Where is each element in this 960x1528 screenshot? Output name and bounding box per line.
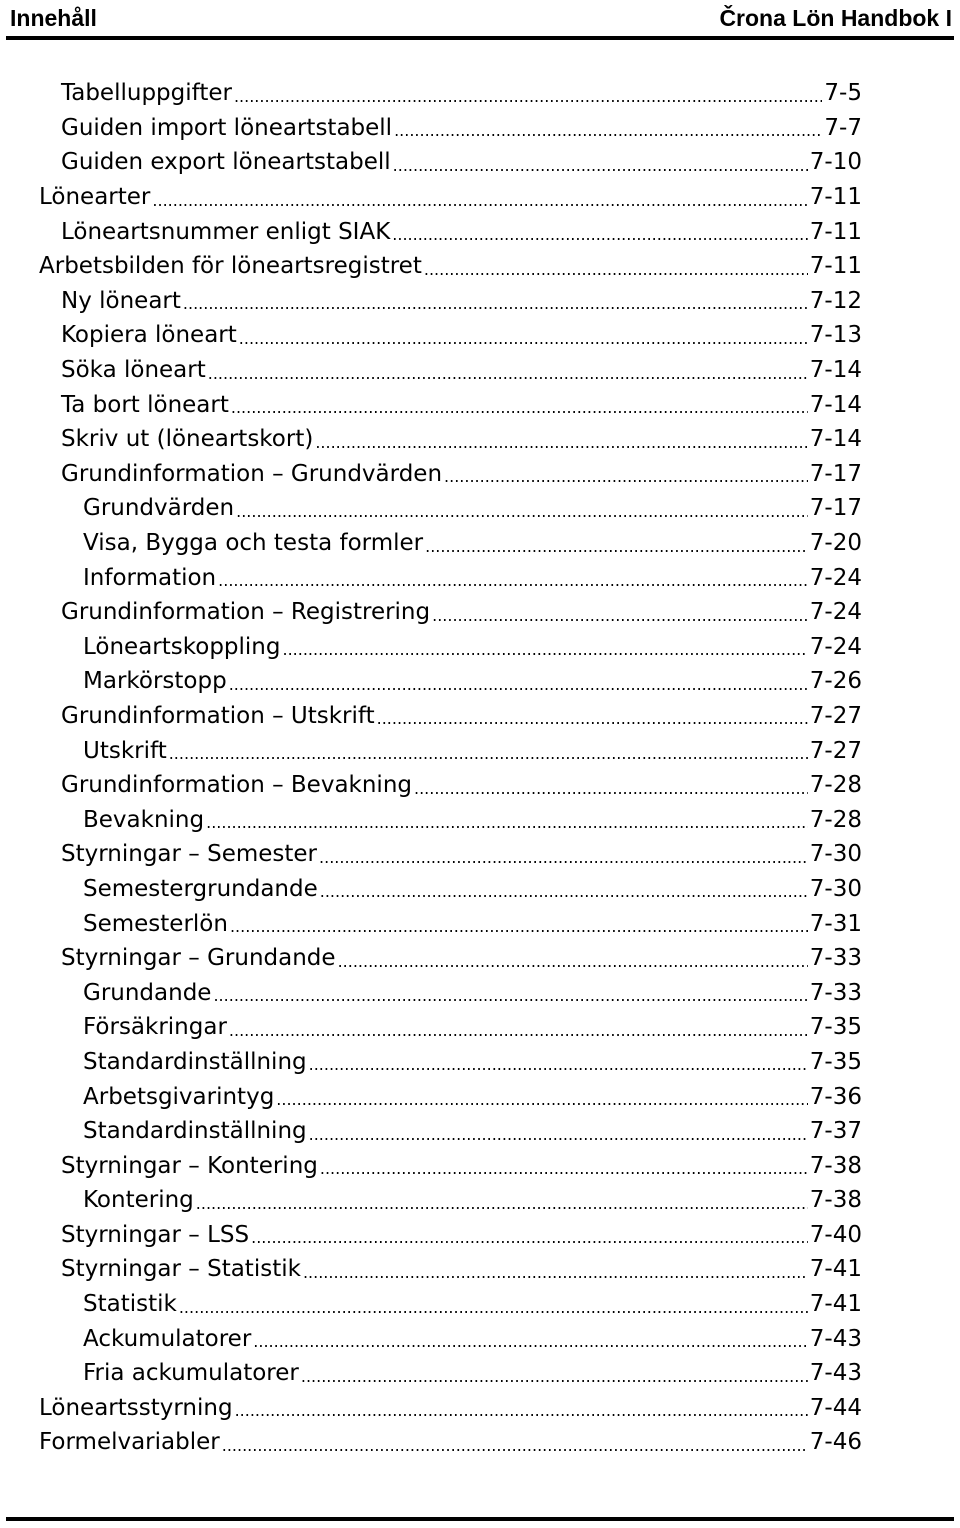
toc-entry-title: Standardinställning xyxy=(83,1048,307,1075)
toc-entry[interactable] xyxy=(0,1183,862,1218)
dot-leader xyxy=(303,1261,808,1284)
dot-leader xyxy=(236,500,808,523)
toc-entry-title: Bevakning xyxy=(83,806,205,833)
dot-leader xyxy=(152,189,807,212)
toc-entry-page: 7-11 xyxy=(809,253,862,280)
toc-entry[interactable] xyxy=(0,1218,862,1253)
toc-entry-page: 7-10 xyxy=(809,149,862,176)
toc-entry-title: Grundinformation – Bevakning xyxy=(61,772,412,799)
toc-entry-page: 7-17 xyxy=(809,460,862,487)
toc-entry-page: 7-31 xyxy=(809,910,862,937)
dot-leader xyxy=(169,742,808,765)
toc-entry-page: 7-36 xyxy=(809,1083,862,1110)
toc-entry-page: 7-14 xyxy=(809,391,862,418)
toc-entry-title: Styrningar – Statistik xyxy=(61,1256,301,1283)
toc-entry[interactable] xyxy=(0,422,862,457)
toc-entry[interactable] xyxy=(0,802,862,837)
toc-entry[interactable] xyxy=(0,491,862,526)
toc-entry-page: 7-43 xyxy=(809,1360,862,1387)
dot-leader xyxy=(231,396,808,419)
toc-entry[interactable] xyxy=(0,1079,862,1114)
toc-entry-page: 7-24 xyxy=(809,633,862,660)
toc-entry-page: 7-35 xyxy=(809,1014,862,1041)
toc-entry-title: Ny löneart xyxy=(61,287,181,314)
dot-leader xyxy=(444,465,808,488)
dot-leader xyxy=(234,85,822,108)
toc-entry-title: Grundande xyxy=(83,979,212,1006)
toc-entry-title: Löneartskoppling xyxy=(83,633,281,660)
dot-leader xyxy=(213,984,807,1007)
toc-entry[interactable] xyxy=(0,906,862,941)
toc-entry-title: Ta bort löneart xyxy=(61,391,229,418)
dot-leader xyxy=(394,119,822,142)
toc-entry-page: 7-33 xyxy=(809,979,862,1006)
dot-leader xyxy=(432,604,808,627)
toc-entry[interactable] xyxy=(0,214,862,249)
dot-leader xyxy=(338,950,808,973)
toc-entry[interactable] xyxy=(0,941,862,976)
toc-entry-page: 7-27 xyxy=(809,702,862,729)
section-title: Innehåll xyxy=(10,5,97,31)
toc-entry-title: Information xyxy=(83,564,217,591)
toc-entry-page: 7-14 xyxy=(809,357,862,384)
toc-entry-page: 7-46 xyxy=(809,1429,862,1456)
dot-leader xyxy=(276,1088,808,1111)
toc-entry[interactable] xyxy=(0,318,862,353)
toc-entry-title: Semesterlön xyxy=(83,910,228,937)
toc-entry-title: Löneartsstyrning xyxy=(39,1394,233,1421)
toc-entry[interactable] xyxy=(0,249,862,284)
dot-leader xyxy=(218,569,808,592)
toc-entry-title: Styrningar – Kontering xyxy=(61,1152,318,1179)
toc-entry-page: 7-37 xyxy=(809,1118,862,1145)
dot-leader xyxy=(320,1157,808,1180)
toc-entry-title: Försäkringar xyxy=(83,1014,227,1041)
toc-entry-title: Guiden export löneartstabell xyxy=(61,149,391,176)
dot-leader xyxy=(208,362,808,385)
toc-entry-title: Statistik xyxy=(83,1291,177,1318)
toc-entry-page: 7-28 xyxy=(809,772,862,799)
toc-entry-page: 7-38 xyxy=(809,1187,862,1214)
dot-leader xyxy=(309,1053,808,1076)
toc-entry[interactable] xyxy=(0,1321,862,1356)
dot-leader xyxy=(206,811,808,834)
toc-entry[interactable] xyxy=(0,1356,862,1391)
toc-entry[interactable] xyxy=(0,76,862,111)
toc-entry-page: 7-38 xyxy=(809,1152,862,1179)
toc-entry-title: Guiden import löneartstabell xyxy=(61,114,393,141)
toc-entry-page: 7-24 xyxy=(809,564,862,591)
toc-entry[interactable] xyxy=(0,699,862,734)
toc-entry-page: 7-11 xyxy=(809,218,862,245)
toc-entry-title: Grundinformation – Grundvärden xyxy=(61,460,443,487)
toc-entry[interactable] xyxy=(0,284,862,319)
toc-entry-page: 7-13 xyxy=(809,322,862,349)
toc-entry-page: 7-43 xyxy=(809,1325,862,1352)
toc-entry-title: Styrningar – Grundande xyxy=(61,945,336,972)
dot-leader xyxy=(230,915,808,938)
toc-entry-page: 7-7 xyxy=(824,114,862,141)
dot-leader xyxy=(183,292,808,315)
toc-entry-page: 7-20 xyxy=(809,530,862,557)
toc-entry-page: 7-30 xyxy=(809,875,862,902)
dot-leader xyxy=(309,1123,808,1146)
toc-entry[interactable] xyxy=(0,872,862,907)
toc-entry-title: Visa, Bygga och testa formler xyxy=(83,530,424,557)
dot-leader xyxy=(319,846,808,869)
dot-leader xyxy=(251,1226,808,1249)
toc-entry[interactable] xyxy=(0,733,862,768)
toc-entry-page: 7-11 xyxy=(809,184,862,211)
dot-leader xyxy=(393,154,808,177)
toc-entry-title: Markörstopp xyxy=(83,668,227,695)
toc-entry-title: Ackumulatorer xyxy=(83,1325,252,1352)
toc-entry[interactable] xyxy=(0,1114,862,1149)
book-title: Črona Lön Handbok I xyxy=(719,5,952,31)
toc-entry[interactable] xyxy=(0,768,862,803)
toc-entry-title: Utskrift xyxy=(83,737,167,764)
toc-entry-title: Skriv ut (löneartskort) xyxy=(61,426,314,453)
dot-leader xyxy=(414,777,808,800)
dot-leader xyxy=(424,258,808,281)
toc-entry[interactable] xyxy=(0,1252,862,1287)
toc-entry[interactable] xyxy=(0,387,862,422)
toc-entry-page: 7-30 xyxy=(809,841,862,868)
toc-entry-title: Löneartsnummer enligt SIAK xyxy=(61,218,391,245)
page-header xyxy=(6,0,954,40)
dot-leader xyxy=(179,1296,808,1319)
toc-entry[interactable] xyxy=(0,837,862,872)
table-of-contents xyxy=(0,76,960,1460)
toc-entry-title: Fria ackumulatorer xyxy=(83,1360,299,1387)
toc-entry[interactable] xyxy=(0,1391,862,1426)
toc-entry-page: 7-17 xyxy=(809,495,862,522)
toc-entry[interactable] xyxy=(0,630,862,665)
dot-leader xyxy=(253,1330,808,1353)
toc-entry-title: Grundvärden xyxy=(83,495,235,522)
toc-entry-page: 7-44 xyxy=(809,1394,862,1421)
toc-entry-page: 7-35 xyxy=(809,1048,862,1075)
header-rule xyxy=(6,36,954,40)
toc-entry-title: Kopiera löneart xyxy=(61,322,237,349)
toc-entry-title: Styrningar – LSS xyxy=(61,1221,250,1248)
toc-entry-page: 7-33 xyxy=(809,945,862,972)
toc-entry-title: Standardinställning xyxy=(83,1118,307,1145)
toc-entry-page: 7-14 xyxy=(809,426,862,453)
dot-leader xyxy=(425,535,808,558)
toc-entry-title: Lönearter xyxy=(39,184,151,211)
toc-entry-page: 7-27 xyxy=(809,737,862,764)
toc-entry[interactable] xyxy=(0,457,862,492)
toc-entry-page: 7-12 xyxy=(809,287,862,314)
toc-entry-title: Formelvariabler xyxy=(39,1429,220,1456)
toc-entry-title: Grundinformation – Registrering xyxy=(61,599,431,626)
toc-entry[interactable] xyxy=(0,145,862,180)
toc-entry[interactable] xyxy=(0,353,862,388)
footer-rule xyxy=(6,1517,954,1521)
toc-entry-page: 7-40 xyxy=(809,1221,862,1248)
toc-entry-title: Arbetsbilden för löneartsregistret xyxy=(39,253,422,280)
toc-entry[interactable] xyxy=(0,1148,862,1183)
toc-entry-title: Arbetsgivarintyg xyxy=(83,1083,275,1110)
toc-entry-page: 7-24 xyxy=(809,599,862,626)
toc-entry[interactable] xyxy=(0,526,862,561)
toc-entry-title: Semestergrundande xyxy=(83,875,318,902)
toc-entry[interactable] xyxy=(0,975,862,1010)
toc-entry-title: Styrningar – Semester xyxy=(61,841,318,868)
dot-leader xyxy=(196,1192,808,1215)
toc-entry[interactable] xyxy=(0,1287,862,1322)
dot-leader xyxy=(283,638,808,661)
toc-entry-page: 7-41 xyxy=(809,1256,862,1283)
dot-leader xyxy=(229,673,808,696)
dot-leader xyxy=(315,431,807,454)
dot-leader xyxy=(235,1399,808,1422)
toc-entry-title: Tabelluppgifter xyxy=(61,80,232,107)
toc-entry-page: 7-41 xyxy=(809,1291,862,1318)
toc-entry[interactable] xyxy=(0,1425,862,1460)
toc-entry-title: Grundinformation – Utskrift xyxy=(61,702,375,729)
dot-leader xyxy=(392,223,808,246)
toc-entry[interactable] xyxy=(0,1045,862,1080)
toc-entry-title: Söka löneart xyxy=(61,357,206,384)
dot-leader xyxy=(377,707,808,730)
dot-leader xyxy=(320,880,808,903)
toc-entry[interactable] xyxy=(0,111,862,146)
toc-entry[interactable] xyxy=(0,1010,862,1045)
dot-leader xyxy=(301,1365,808,1388)
dot-leader xyxy=(239,327,808,350)
dot-leader xyxy=(222,1434,808,1457)
toc-entry[interactable] xyxy=(0,180,862,215)
toc-entry[interactable] xyxy=(0,595,862,630)
toc-entry-page: 7-28 xyxy=(809,806,862,833)
toc-entry-page: 7-26 xyxy=(809,668,862,695)
toc-entry-title: Kontering xyxy=(83,1187,194,1214)
dot-leader xyxy=(229,1019,808,1042)
toc-entry[interactable] xyxy=(0,560,862,595)
toc-entry[interactable] xyxy=(0,664,862,699)
toc-entry-page: 7-5 xyxy=(824,80,862,107)
